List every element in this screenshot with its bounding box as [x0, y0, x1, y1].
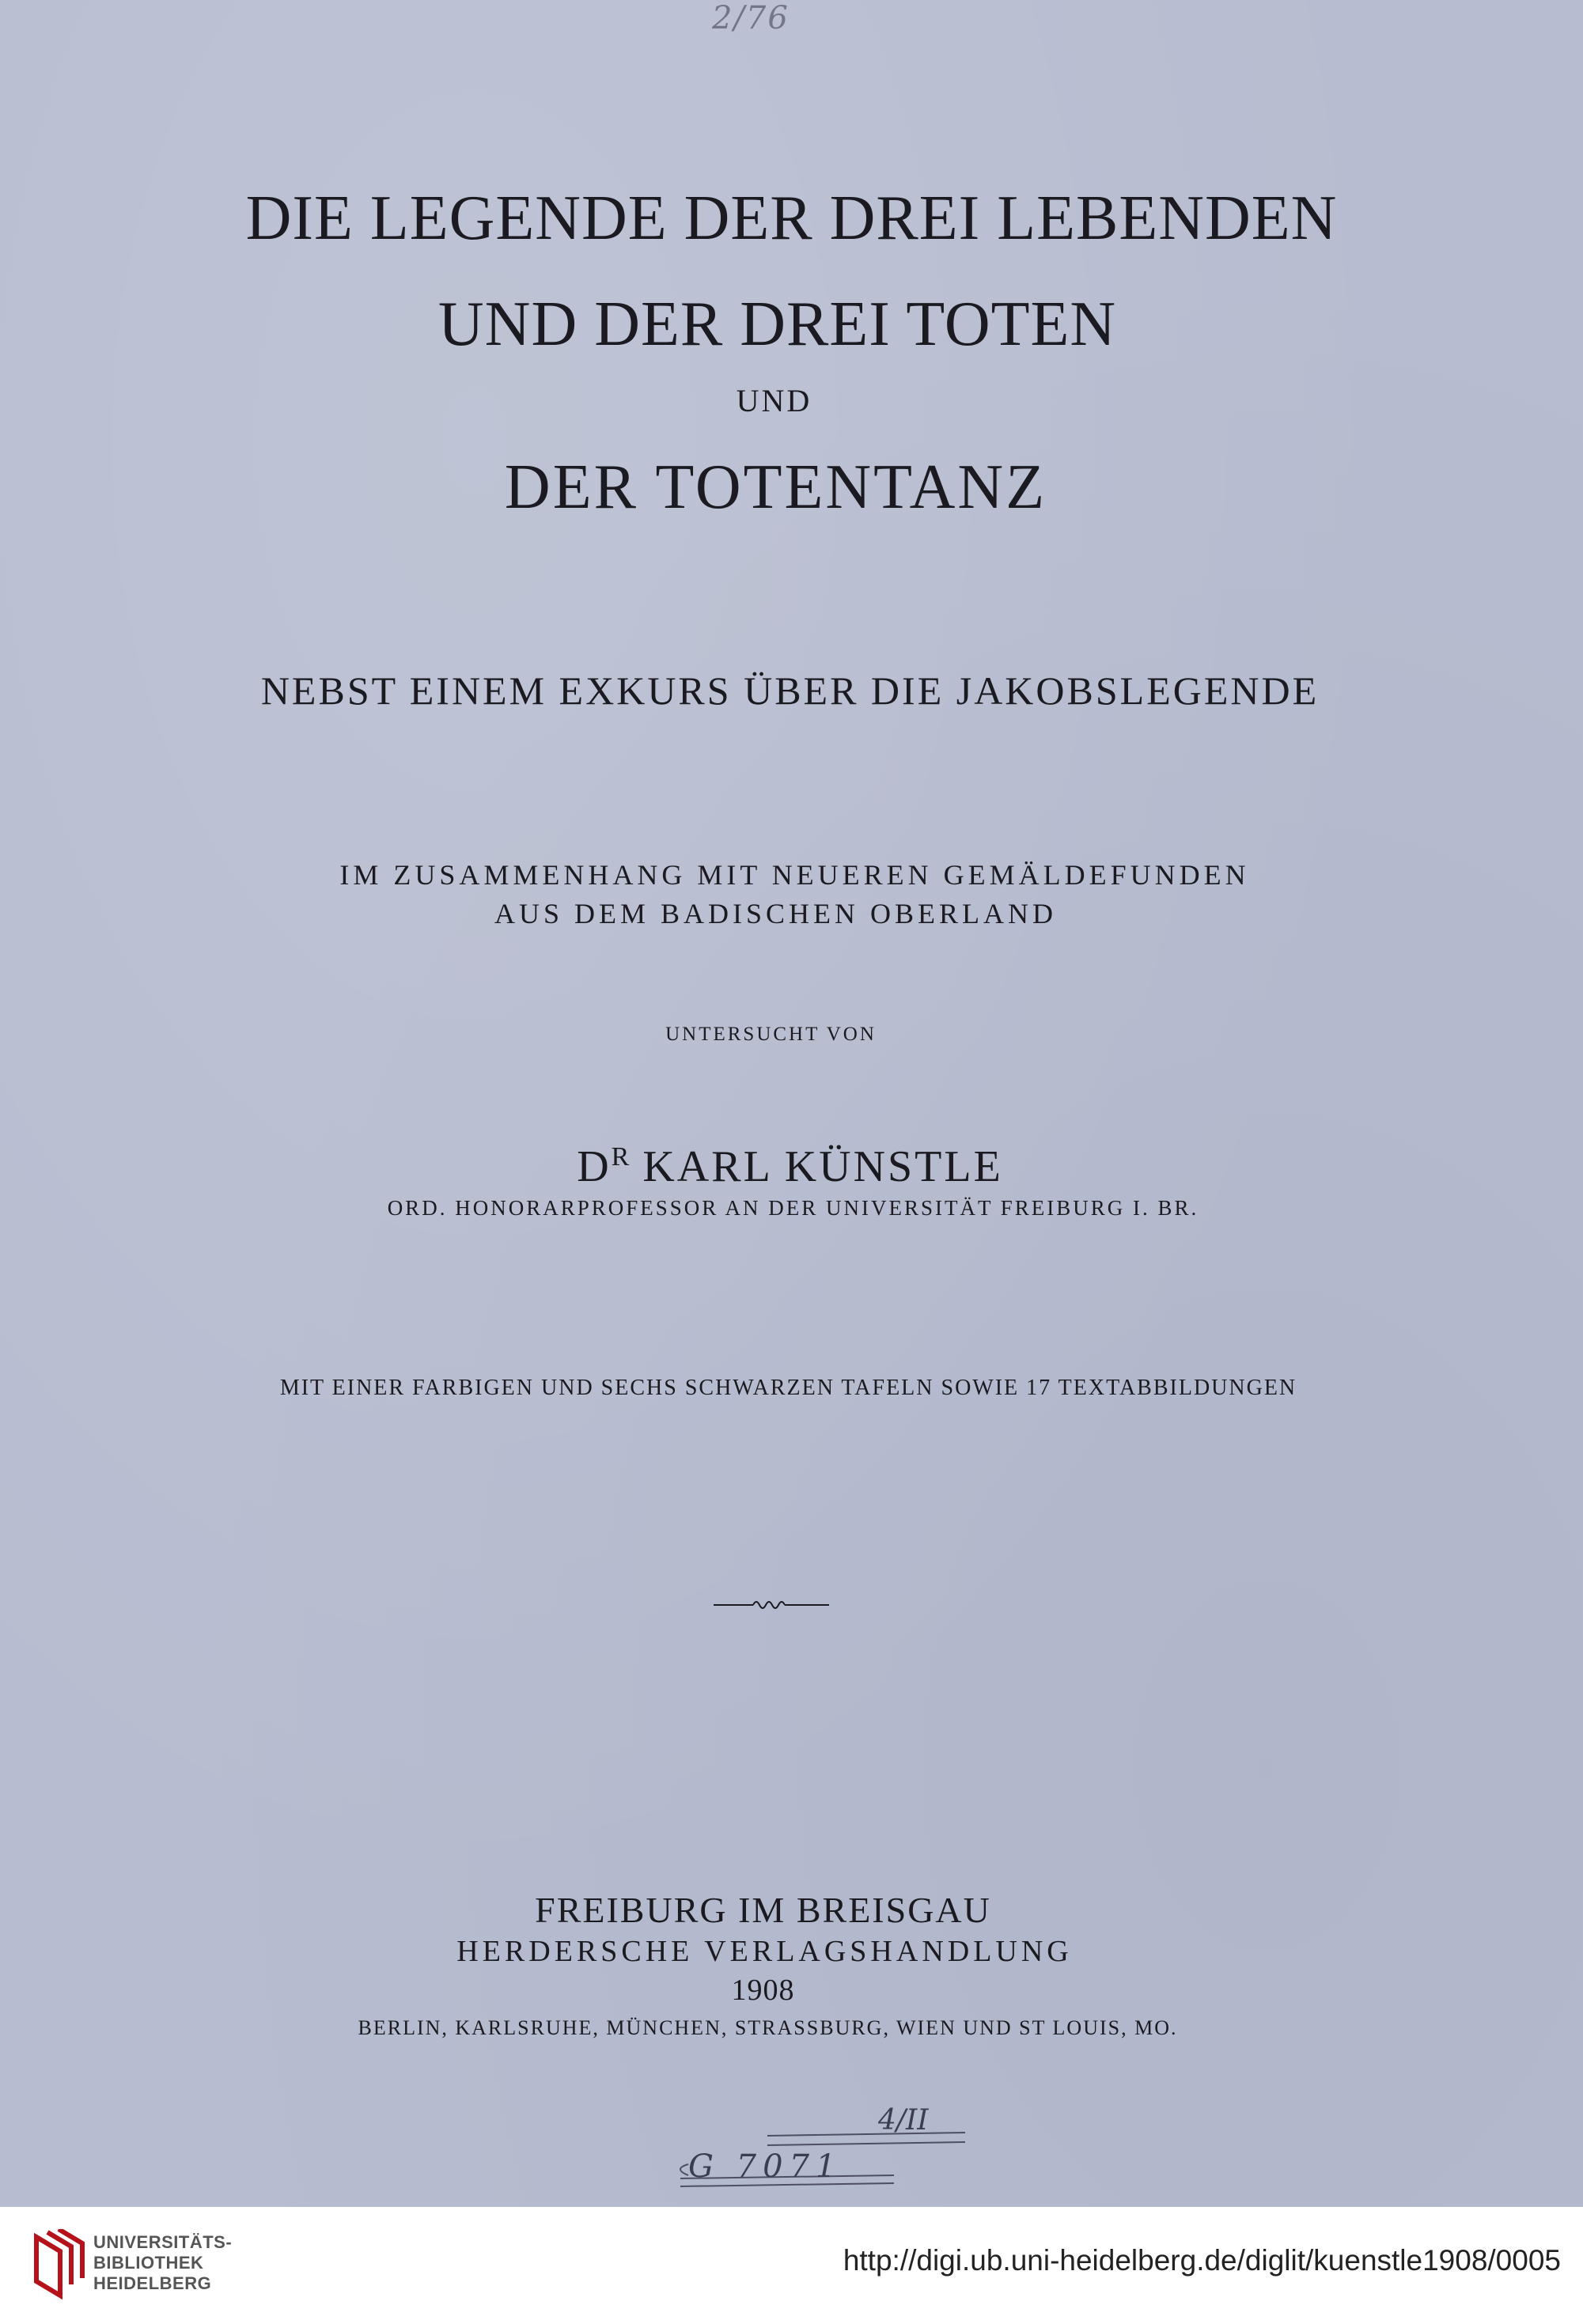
publisher-name: HERDERSCHE VERLAGSHANDLUNG — [456, 1935, 1073, 1968]
author-name: KARL KÜNSTLE — [629, 1142, 1003, 1191]
author-title-superscript: R — [611, 1142, 630, 1171]
subtitle: NEBST EINEM EXKURS ÜBER DIE JAKOBSLEGENDE — [260, 668, 1320, 713]
shelfmark-top: 4/II — [878, 2104, 929, 2137]
ornament-divider — [712, 1593, 831, 1617]
publisher-city: FREIBURG IM BREISGAU — [535, 1890, 991, 1930]
title-line-4: DER TOTENTANZ — [504, 452, 1047, 522]
library-line-1: UNIVERSITÄTS- — [93, 2232, 233, 2252]
context-line-1: IM ZUSAMMENHANG MIT NEUEREN GEMÄLDEFUNDEN — [339, 859, 1250, 891]
library-line-3: HEIDELBERG — [93, 2273, 212, 2293]
other-cities: BERLIN, KARLSRUHE, MÜNCHEN, STRASSBURG, WIEN UND ST LOUIS, MO. — [358, 2016, 1178, 2039]
examined-by: UNTERSUCHT VON — [665, 1024, 877, 1045]
context-line-2: AUS DEM BADISCHEN OBERLAND — [494, 898, 1058, 929]
publication-year: 1908 — [731, 1974, 795, 2007]
pencil-annotation: 2/76 — [712, 0, 790, 36]
library-logo-icon — [32, 2229, 89, 2300]
library-line-2: BIBLIOTHEK — [93, 2253, 204, 2273]
author-name-line — [0, 1131, 1581, 1193]
source-url[interactable]: http://digi.ub.uni-heidelberg.de/diglit/kuenstle1908/0005 — [843, 2244, 1561, 2277]
plates-note: MIT EINER FARBIGEN UND SECHS SCHWARZEN TAFELN SOWIE 17 TEXTABBILDUNGEN — [279, 1376, 1297, 1400]
library-name — [93, 2232, 232, 2294]
title-line-1: DIE LEGENDE DER DREI LEBENDEN — [245, 184, 1338, 253]
author-role: ORD. HONORARPROFESSOR AN DER UNIVERSITÄT FREIBURG I. BR. — [387, 1196, 1199, 1220]
shelfmark-stamp — [665, 2104, 981, 2199]
shelfmark-bottom: G 7071 — [688, 2148, 843, 2185]
author-title: D — [577, 1142, 612, 1191]
title-line-2: UND DER DREI TOTEN — [437, 290, 1117, 359]
title-line-3: UND — [736, 383, 812, 418]
